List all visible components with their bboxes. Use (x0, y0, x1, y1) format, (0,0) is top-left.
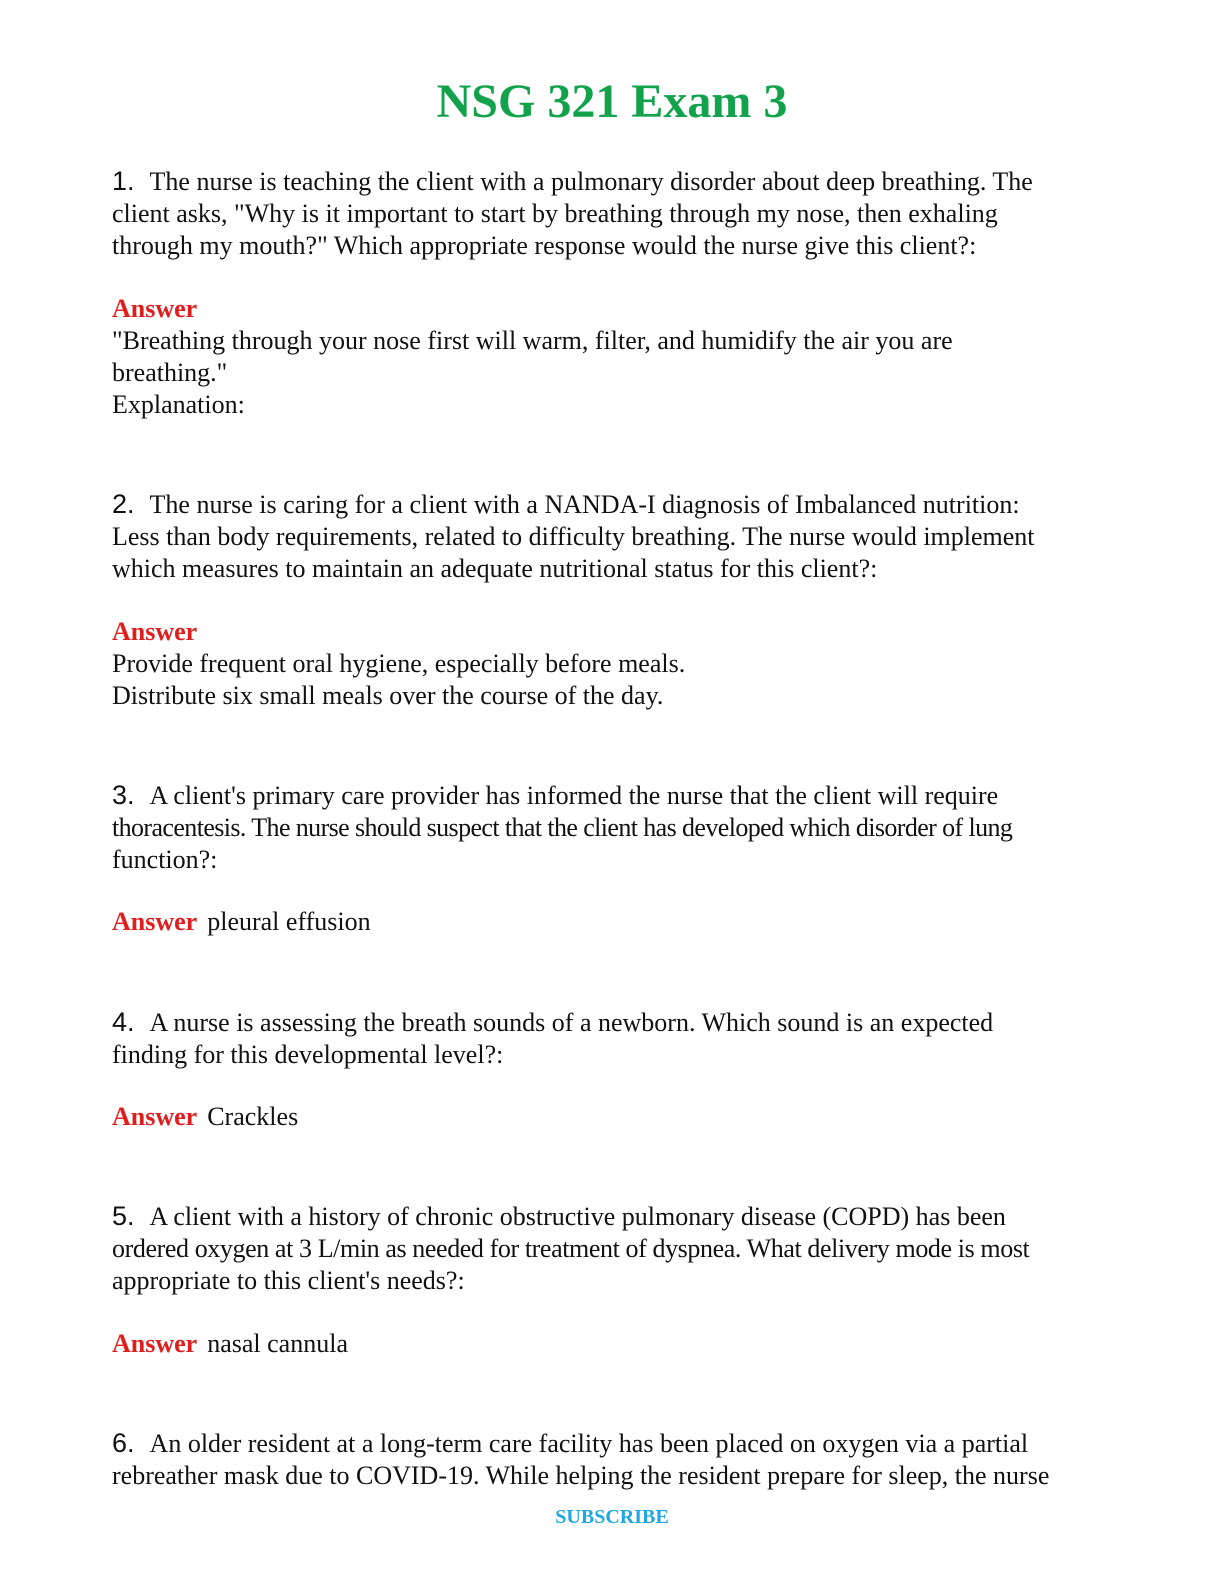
answer-label: Answer (112, 907, 198, 936)
answer-text: nasal cannula (207, 1329, 348, 1358)
answer-text-line: breathing." (112, 358, 228, 387)
answer-5 (112, 1328, 1112, 1360)
answer-text: pleural effusion (207, 907, 371, 936)
question-number: 6. (112, 1428, 135, 1458)
question-text-line: rebreather mask due to COVID-19. While helping the resident prepare for sleep, the nurse (112, 1461, 1050, 1490)
answer-2 (112, 616, 1112, 712)
question-number: 2. (112, 489, 135, 519)
question-text-line: ordered oxygen at 3 L/min as needed for treatment of dyspnea. What delivery mode is most (112, 1234, 1030, 1263)
question-2 (112, 488, 1112, 585)
subscribe-link[interactable]: SUBSCRIBE (555, 1506, 669, 1528)
question-1 (112, 165, 1112, 262)
answer-1 (112, 293, 1112, 421)
question-text-line: client asks, "Why is it important to start by breathing through my nose, then exhaling (112, 199, 998, 228)
question-text-line: thoracentesis. The nurse should suspect that the client has developed which disorder of lung (112, 813, 1013, 842)
question-text-line: The nurse is teaching the client with a pulmonary disorder about deep breathing. The (149, 167, 1033, 196)
answer-label: Answer (112, 294, 198, 323)
answer-text-line: Explanation: (112, 390, 245, 419)
question-4 (112, 1006, 1112, 1071)
question-number: 5. (112, 1201, 135, 1231)
question-number: 3. (112, 780, 135, 810)
question-text-line: The nurse is caring for a client with a NANDA-I diagnosis of Imbalanced nutrition: (149, 490, 1020, 519)
question-text-line: An older resident at a long-term care facility has been placed on oxygen via a partial (149, 1429, 1029, 1458)
question-text-line: Less than body requirements, related to difficulty breathing. The nurse would implement (112, 522, 1035, 551)
question-3 (112, 779, 1112, 876)
answer-4 (112, 1101, 1112, 1133)
question-number: 1. (112, 166, 135, 196)
page-title: NSG 321 Exam 3 (436, 75, 788, 128)
answer-label: Answer (112, 1102, 198, 1131)
answer-3 (112, 906, 1112, 938)
question-5 (112, 1200, 1112, 1297)
question-text-line: function?: (112, 845, 218, 874)
question-text-line: which measures to maintain an adequate nutritional status for this client?: (112, 554, 878, 583)
question-text-line: A client's primary care provider has informed the nurse that the client will require (149, 781, 999, 810)
answer-text-line: Provide frequent oral hygiene, especially before meals. (112, 649, 686, 678)
question-6 (112, 1427, 1112, 1492)
answer-text-line: Distribute six small meals over the course of the day. (112, 681, 664, 710)
question-text-line: appropriate to this client's needs?: (112, 1266, 465, 1295)
question-text-line: finding for this developmental level?: (112, 1040, 504, 1069)
question-text-line: A nurse is assessing the breath sounds of a newborn. Which sound is an expected (149, 1008, 994, 1037)
question-text-line: through my mouth?" Which appropriate response would the nurse give this client?: (112, 231, 977, 260)
answer-text-line: "Breathing through your nose first will warm, filter, and humidify the air you are (112, 326, 953, 355)
answer-label: Answer (112, 1329, 198, 1358)
answer-text: Crackles (207, 1102, 299, 1131)
answer-label: Answer (112, 617, 198, 646)
question-number: 4. (112, 1007, 135, 1037)
question-text-line: A client with a history of chronic obstructive pulmonary disease (COPD) has been (149, 1202, 1006, 1231)
